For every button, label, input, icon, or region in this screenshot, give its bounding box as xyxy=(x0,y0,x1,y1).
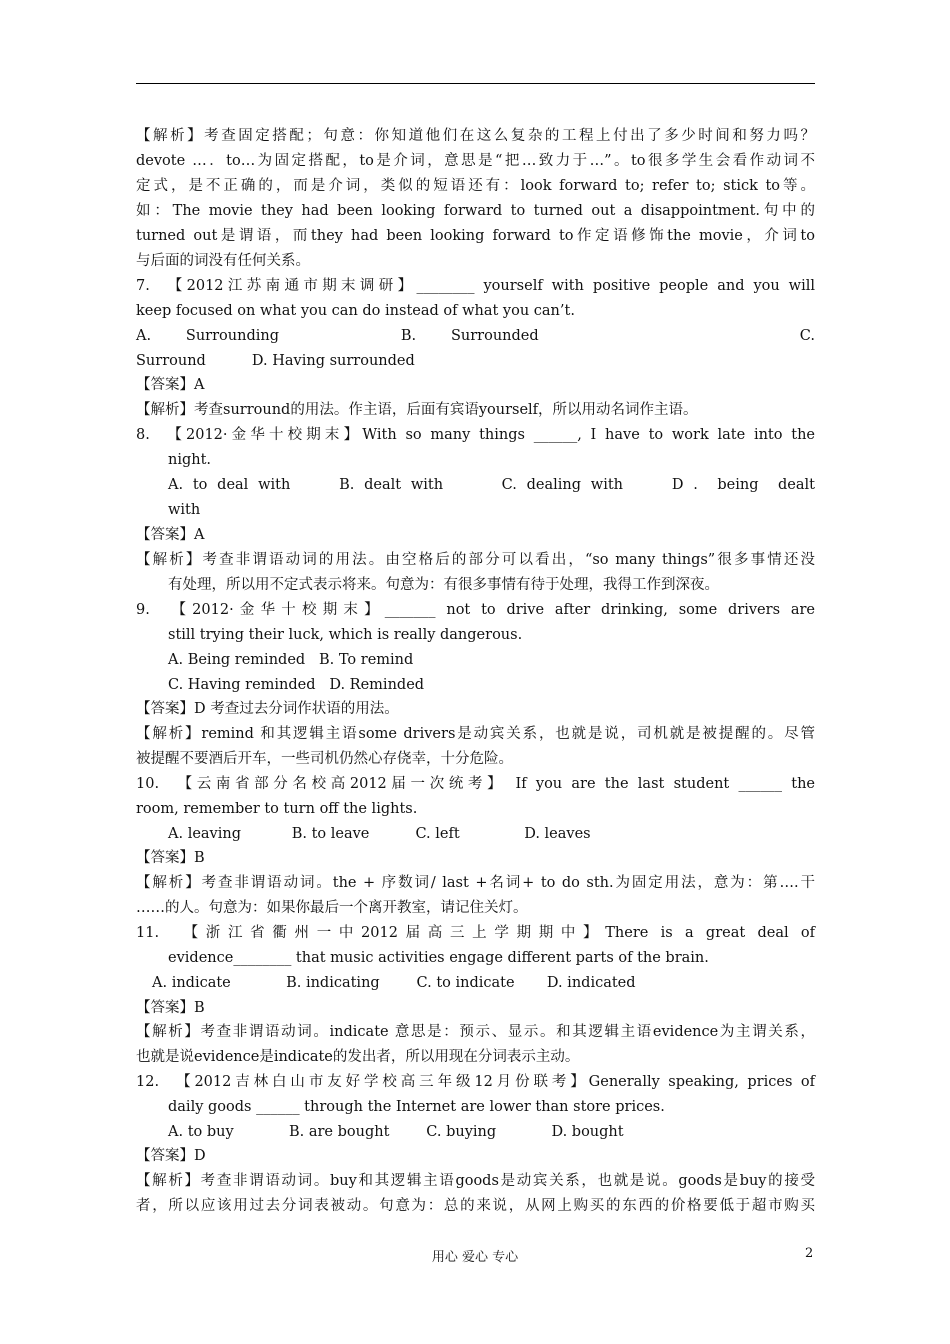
explanation: 【解析】考查非谓语动词。buy和其逻辑主语goods是动宾关系，也就是说。goods是buy的接受 xyxy=(136,1173,815,1189)
answer-label: 【答案】A xyxy=(136,527,205,543)
explanation-cont: ……的人。句意为：如果你最后一个离开教室，请记住关灯。 xyxy=(136,900,528,916)
question-7-options: A. Surrounding B. Surrounded C. xyxy=(136,328,815,344)
question-7-options-cont: Surround D. Having surrounded xyxy=(136,353,415,369)
page-footer: 用心 爱心 专心 xyxy=(431,1250,519,1265)
text-line: 与后面的词没有任何关系。 xyxy=(136,253,310,269)
header-rule xyxy=(136,83,815,84)
answer-label: 【答案】B xyxy=(136,850,205,866)
question-12-stem-cont: daily goods ______ through the Internet are lower than store prices. xyxy=(168,1099,665,1115)
question-8-stem: 8. 【2012·金华十校期末】With so many things ______, I have to work late into the xyxy=(136,427,815,443)
explanation-cont: 被提醒不要酒后开车，一些司机仍然心存侥幸，十分危险。 xyxy=(136,751,513,767)
question-7-stem: 7. 【2012江苏南通市期末调研】________ yourself with positive people and you will xyxy=(136,278,815,294)
text-line: 如：The movie they had been looking forward to turned out a disappointment.句中的 xyxy=(136,203,815,219)
explanation: 【解析】考查非谓语动词的用法。由空格后的部分可以看出，“so many things”很多事情还没 xyxy=(136,552,815,568)
question-10-options: A. leaving B. to leave C. left D. leaves xyxy=(168,826,591,842)
question-11-stem-cont: evidence________ that music activities engage different parts of the brain. xyxy=(168,950,709,966)
question-10-stem-cont: room, remember to turn off the lights. xyxy=(136,801,418,817)
text-line: devote …．to…为固定搭配，to是介词，意思是“把…致力于…”。to很多学生会看作动词不 xyxy=(136,153,815,169)
question-9-options-cont: C. Having reminded D. Reminded xyxy=(168,677,425,693)
text-line: 【解析】考查固定搭配；句意：你知道他们在这么复杂的工程上付出了多少时间和努力吗？ xyxy=(136,128,815,144)
explanation: 【解析】考查非谓语动词。indicate 意思是：预示、显示。和其逻辑主语evidence为主谓关系， xyxy=(136,1024,815,1040)
explanation: 【解析】考查非谓语动词。the + 序数词/ last +名词+ to do sth.为固定用法，意为：第….干 xyxy=(136,875,815,891)
text-line: turned out是谓语，而they had been looking forward to作定语修饰the movie，介词to xyxy=(136,228,815,244)
question-8-options-cont: with xyxy=(168,502,201,518)
question-12-options: A. to buy B. are bought C. buying D. bought xyxy=(168,1124,624,1140)
explanation: 【解析】remind 和其逻辑主语some drivers是动宾关系，也就是说，司机就是被提醒的。尽管 xyxy=(136,726,815,742)
question-7-stem-cont: keep focused on what you can do instead of what you can’t. xyxy=(136,303,575,319)
question-10-stem: 10. 【云南省部分名校高2012届一次统考】 If you are the last student ______ the xyxy=(136,776,815,792)
text-line: 定式，是不正确的，而是介词，类似的短语还有：look forward to; refer to; stick to等。 xyxy=(136,178,815,194)
answer-label: 【答案】D xyxy=(136,1148,206,1164)
question-9-stem: 9. 【2012·金华十校期末】_______ not to drive after drinking, some drivers are xyxy=(136,602,815,618)
answer-label: 【答案】A xyxy=(136,377,205,393)
question-12-stem: 12. 【2012吉林白山市友好学校高三年级12月份联考】Generally speaking, prices of xyxy=(136,1074,815,1090)
answer-label: 【答案】D 考查过去分词作状语的用法。 xyxy=(136,701,399,717)
explanation-cont: 有处理，所以用不定式表示将来。句意为：有很多事情有待于处理，我得工作到深夜。 xyxy=(168,577,719,593)
explanation: 【解析】考查surround的用法。作主语，后面有宾语yourself，所以用动名词作主语。 xyxy=(136,402,698,418)
explanation-cont: 者，所以应该用过去分词表被动。句意为：总的来说，从网上购买的东西的价格要低于超市购买 xyxy=(136,1198,815,1214)
question-8-stem-cont: night. xyxy=(168,452,212,468)
question-8-options: A. to deal with B. dealt with C. dealing with D . being dealt xyxy=(168,477,815,493)
explanation-cont: 也就是说evidence是indicate的发出者，所以用现在分词表示主动。 xyxy=(136,1049,580,1065)
question-9-options: A. Being reminded B. To remind xyxy=(168,652,414,668)
answer-label: 【答案】B xyxy=(136,1000,205,1016)
question-11-stem: 11. 【浙江省衢州一中2012届高三上学期期中】There is a great deal of xyxy=(136,925,815,941)
question-9-stem-cont: still trying their luck, which is really dangerous. xyxy=(168,627,523,643)
page-number: 2 xyxy=(805,1246,814,1261)
question-11-options: A. indicate B. indicating C. to indicate D. indicated xyxy=(152,975,636,991)
